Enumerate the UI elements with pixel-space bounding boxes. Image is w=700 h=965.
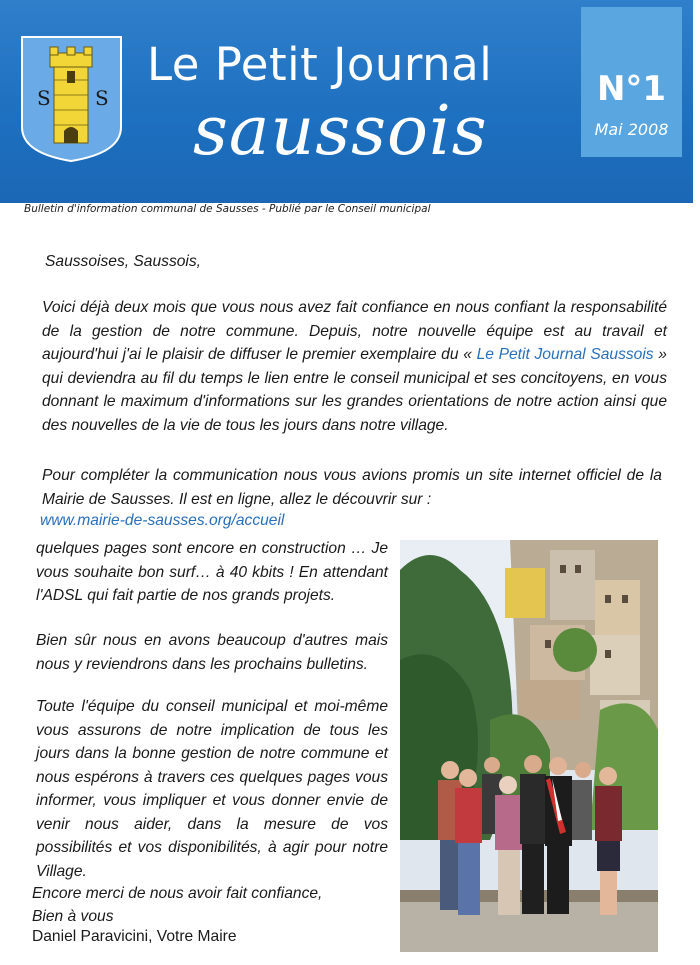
paragraph-projects: Bien sûr nous en avons beaucoup d'autres mais nous y reviendrons dans les prochains bulletins.: [36, 632, 388, 673]
journal-name-highlight: Le Petit Journal Saussois: [476, 346, 654, 363]
masthead-banner: [0, 0, 693, 203]
paragraph-intro-start: Voici déjà deux mois que vous nous avez fait confiance en nous confiant la responsabilité de la gestion de notre commune. Depuis, notre nouvelle équipe est au travail et aujourd'hui j'ai le plaisir de diffuser le premier exemplaire du «: [42, 299, 667, 363]
masthead-title-script: saussois: [193, 92, 488, 171]
issue-number: N°1: [596, 69, 667, 109]
signature: Daniel Paravicini, Votre Maire: [32, 928, 237, 945]
crest-letter-right: S: [95, 86, 109, 110]
issue-date: Mai 2008: [594, 120, 669, 139]
paragraph-commitment: Toute l'équipe du conseil municipal et moi-même vous assurons de notre implication de tous les jours dans la bonne gestion de notre commune et nous espérons à travers ces quelques pages vous informer, vous impliquer et vous donner envie de venir nous aider, dans la mesure de vos possibilités et vos disponibilités, à agir pour notre Village.: [36, 698, 388, 880]
coat-of-arms-icon: [20, 35, 123, 163]
masthead-title: Le Petit Journal: [147, 38, 493, 91]
salutation: Saussoises, Saussois,: [45, 253, 202, 270]
paragraph-website: Pour compléter la communication nous vous avions promis un site internet officiel de la Mairie de Sausses. Il est en ligne, allez le découvrir sur :: [42, 467, 662, 508]
paragraph-construction: quelques pages sont encore en construction … Je vous souhaite bon surf… à 40 kbits ! En attendant l'ADSL qui fait partie de nos grands projets.: [36, 540, 388, 604]
paragraph-intro: [42, 296, 667, 437]
paragraph-intro-end: » qui deviendra au fil du temps le lien entre le conseil municipal et ses concitoyens, en vous donnant le maximum d'informations sur les grandes orientations de notre action ainsi que des nouvelles de la vie de tous les jours dans notre village.: [42, 346, 667, 434]
council-group-photo: [400, 540, 658, 952]
bulletin-subtitle: Bulletin d'information communal de Sausses - Publié par le Conseil municipal: [24, 203, 431, 215]
closing-line: Encore merci de nous avoir fait confiance,: [32, 885, 323, 902]
crest-letter-left: S: [37, 86, 51, 110]
issue-badge: [581, 7, 682, 157]
website-link[interactable]: www.mairie-de-sausses.org/accueil: [40, 512, 285, 529]
closing-greeting: Bien à vous: [32, 908, 114, 925]
